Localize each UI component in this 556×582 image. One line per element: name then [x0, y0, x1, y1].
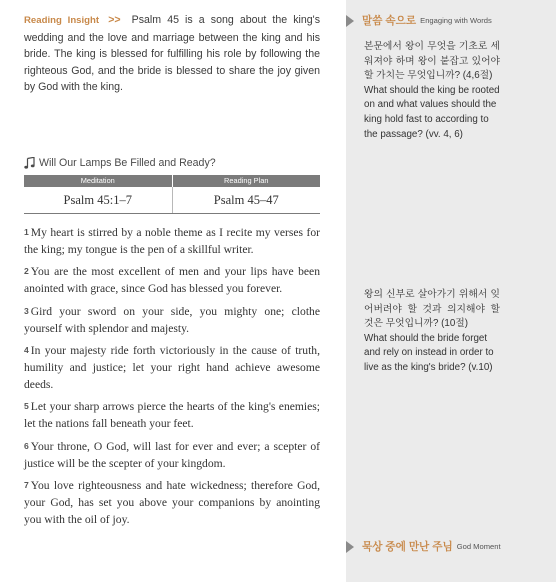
song-heading: [24, 157, 216, 169]
section-title-english: God Moment: [456, 542, 501, 551]
verse: [24, 303, 320, 338]
meditation-header: Meditation: [80, 176, 115, 185]
question-1-korean: 본문에서 왕이 무엇을 기초로 세워져야 하며 왕이 붙잡고 있어야 할 가치는 무엇입니까? (4,6절): [364, 41, 500, 82]
verse-number: 1: [24, 227, 29, 237]
reading-plan-header-row: [24, 175, 320, 187]
reading-insight-text: Psalm 45 is a song about the king's wedding and the love and marriage between the king and his bride. The king is blessed for fulfilling his role by following the righteous God, and the bride is blessed to share the joy given by God with the king.: [24, 14, 321, 93]
song-title: Will Our Lamps Be Filled and Ready?: [39, 157, 216, 169]
question-2-korean: 왕의 신부로 살아가기 위해서 잊어버려야 할 것과 의지해야 할 것은 무엇입니까? (10절): [364, 289, 500, 330]
triangle-marker-icon: [346, 541, 354, 553]
reading-insight-label: Reading Insight: [24, 15, 100, 26]
verse: [24, 263, 320, 298]
engaging-with-words-heading: [346, 13, 492, 28]
reading-plan-value-row: [24, 187, 320, 214]
verse: [24, 477, 320, 528]
verse-text: Let your sharp arrows pierce the hearts of the king's enemies; let the nations fall beneath your feet.: [24, 400, 320, 431]
verse-number: 5: [24, 401, 29, 412]
question-2-english: What should the bride forget and rely on instead in order to live as the king's bride? (v.10): [364, 332, 494, 373]
verse-text: In your majesty ride forth victoriously in the cause of truth, humility and justice; let your right hand achieve awesome deeds.: [24, 344, 320, 391]
verse-number: 3: [24, 305, 29, 316]
verse: [24, 342, 320, 393]
reading-insight: [24, 12, 320, 96]
verse-text: Your throne, O God, will last for ever and ever; a scepter of justice will be the scepter of your kingdom.: [24, 439, 320, 470]
reading-plan-table: [24, 175, 320, 214]
reading-plan-value: Psalm 45–47: [172, 187, 321, 213]
question-1-english: What should the king be rooted on and what values should the king hold fast to according to the passage? (vv. 4, 6): [364, 84, 500, 140]
verse: [24, 398, 320, 433]
double-chevron-icon: >>: [108, 14, 121, 26]
verse-number: 7: [24, 480, 29, 491]
triangle-marker-icon: [346, 15, 354, 27]
verse: [24, 438, 320, 473]
scripture-passage: [24, 224, 320, 533]
verse-text: Gird your sword on your side, you mighty one; clothe yourself with splendor and majesty.: [24, 304, 320, 335]
question-1: [364, 40, 500, 142]
reading-plan-header: Reading Plan: [172, 175, 321, 187]
verse-text: You love righteousness and hate wickedness; therefore God, your God, has set you above your companions by anointing you with the oil of joy.: [24, 479, 320, 526]
reading-insight-paragraph: [24, 12, 320, 96]
music-note-icon: [24, 157, 35, 169]
verse-number: 2: [24, 266, 29, 277]
reflection-sidebar: [346, 0, 556, 582]
section-title-english: Engaging with Words: [420, 16, 492, 25]
god-moment-heading: [346, 539, 501, 554]
question-2: [364, 288, 500, 376]
section-title-korean: 말씀 속으로: [362, 15, 417, 27]
section-title-korean: 묵상 중에 만난 주님: [362, 541, 453, 553]
verse-number: 6: [24, 440, 29, 451]
verse-text: My heart is stirred by a noble theme as I recite my verses for the king; my tongue is the pen of a skillful writer.: [24, 226, 320, 256]
meditation-value: Psalm 45:1–7: [63, 193, 132, 207]
verse-number: 4: [24, 345, 29, 356]
verse: [24, 224, 320, 259]
verse-text: You are the most excellent of men and your lips have been anointed with grace, since God has blessed you forever.: [24, 265, 320, 296]
